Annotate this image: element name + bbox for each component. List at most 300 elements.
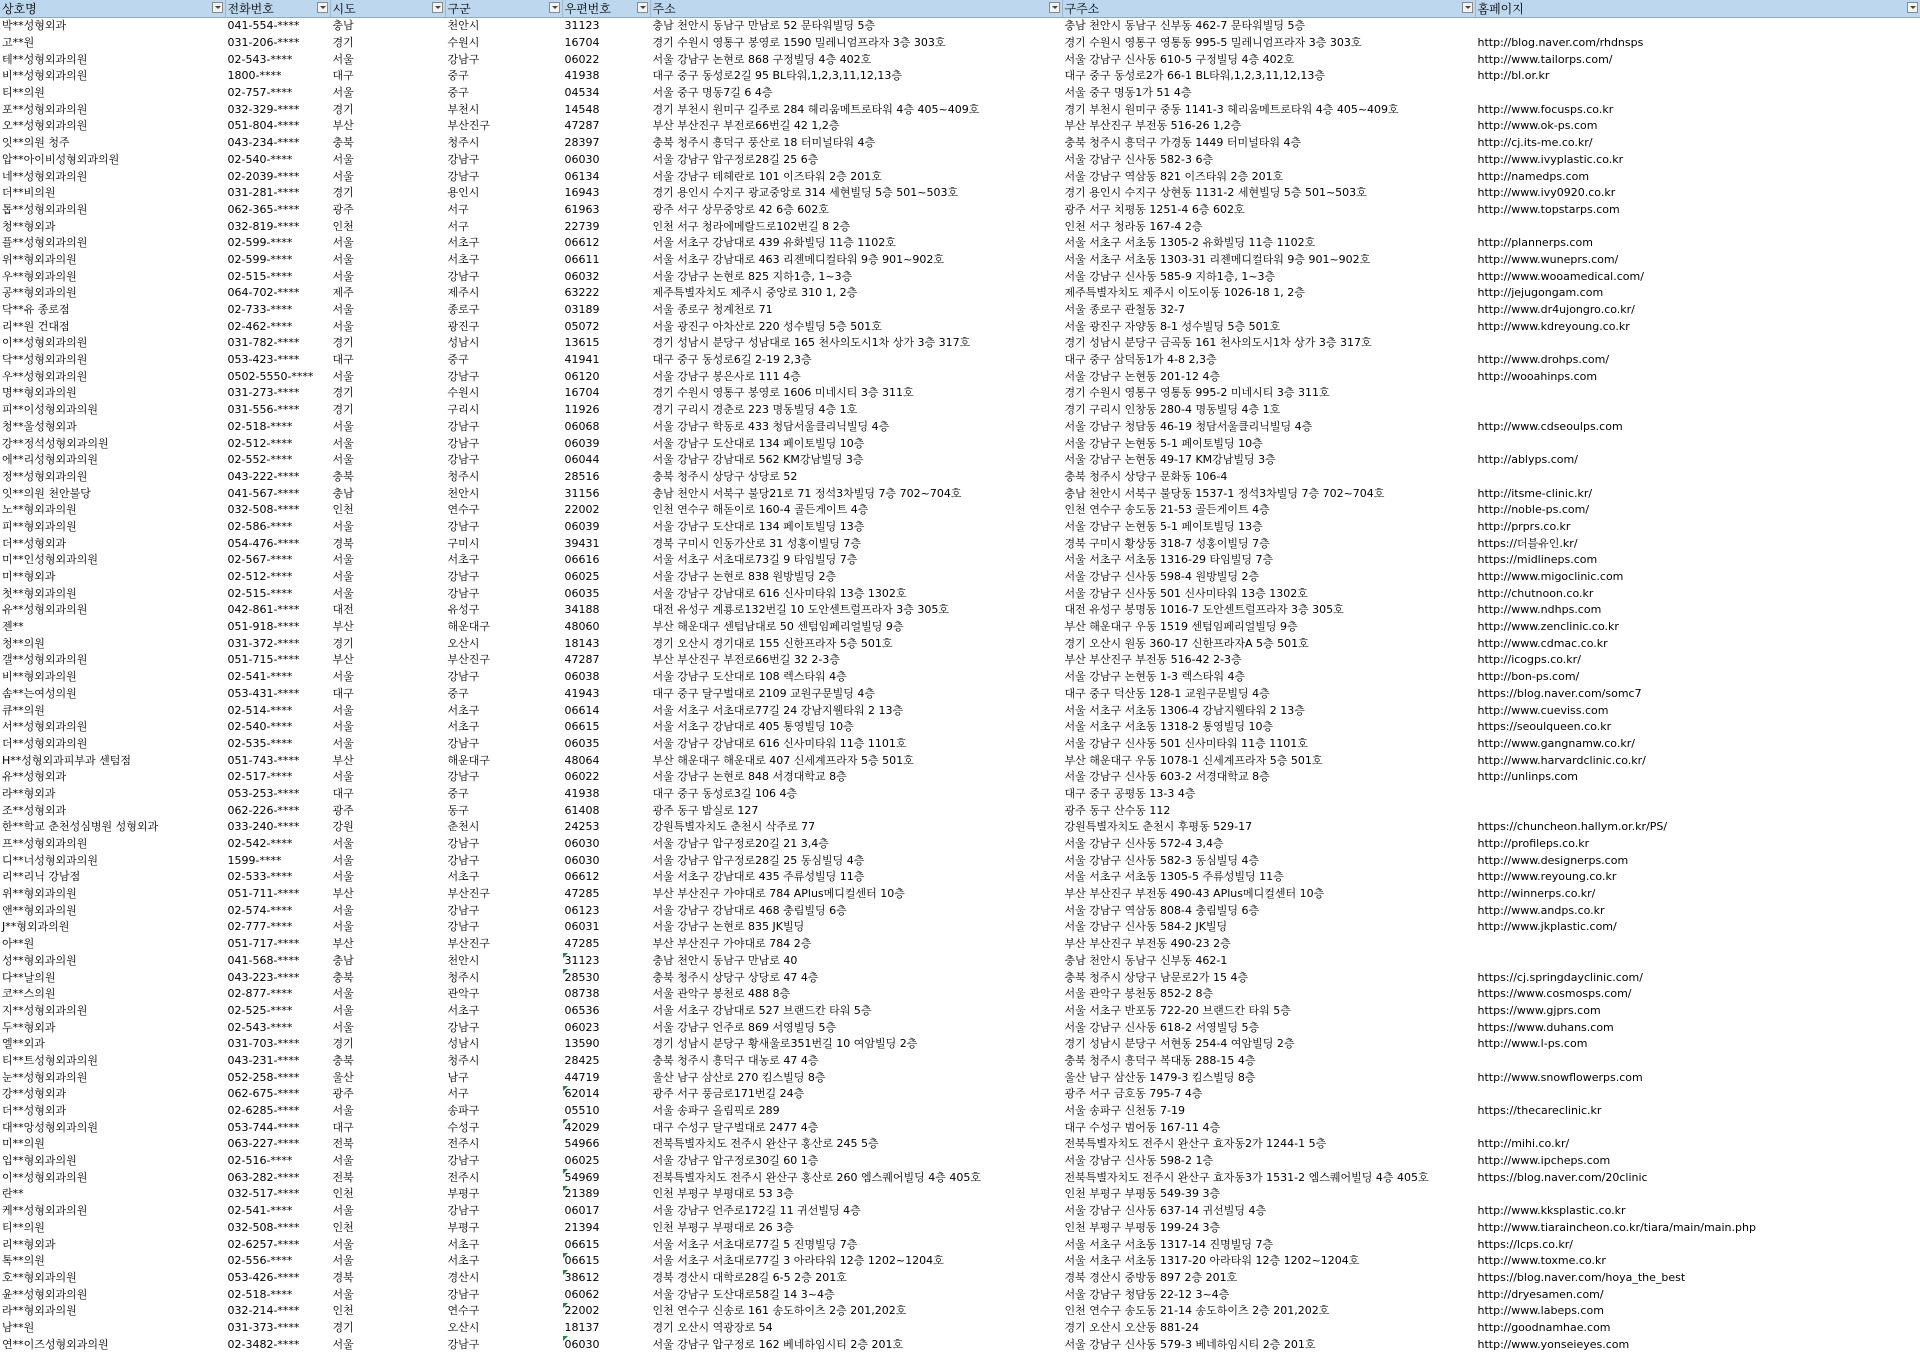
cell-phone[interactable]: 02-540-**** bbox=[227, 720, 293, 734]
cell-sido[interactable]: 광주 bbox=[332, 1087, 354, 1101]
cell-sido[interactable]: 서울 bbox=[332, 1254, 354, 1268]
cell-homepage[interactable] bbox=[1475, 953, 1920, 970]
cell-old-address[interactable]: 인천 부평구 부평동 199-24 3층 bbox=[1064, 1220, 1221, 1234]
filter-dropdown-icon[interactable] bbox=[317, 2, 328, 13]
cell-name[interactable]: 톱**성형외과의원 bbox=[2, 202, 88, 216]
cell-address[interactable]: 강원특별자치도 춘천시 삭주로 77 bbox=[652, 820, 816, 834]
cell-old-address[interactable]: 서울 서초구 서초동 1305-2 유화빌딩 11층 1102호 bbox=[1064, 236, 1316, 250]
cell-name[interactable]: 박**성형외과 bbox=[2, 19, 67, 33]
cell-homepage[interactable]: http://www.gangnamw.co.kr/ bbox=[1477, 736, 1635, 750]
cell-sido[interactable]: 부산 bbox=[332, 887, 354, 901]
cell-address[interactable]: 서울 강남구 도산대로 134 페이토빌딩 13층 bbox=[652, 519, 865, 533]
cell-homepage[interactable]: http://chutnoon.co.kr bbox=[1477, 586, 1594, 600]
cell-phone[interactable]: 053-744-**** bbox=[227, 1120, 300, 1134]
cell-sido[interactable]: 대구 bbox=[332, 786, 354, 800]
cell-old-address[interactable]: 충북 청주시 흥덕구 복대동 288-15 4층 bbox=[1064, 1053, 1256, 1067]
cell-sido[interactable]: 서울 bbox=[332, 903, 354, 917]
cell-sido[interactable]: 서울 bbox=[332, 1204, 354, 1218]
cell-zip[interactable]: 06035 bbox=[564, 736, 600, 750]
cell-sido[interactable]: 충북 bbox=[332, 136, 354, 150]
cell-zip[interactable]: 06044 bbox=[564, 453, 600, 467]
cell-sido[interactable]: 서울 bbox=[332, 319, 354, 333]
cell-address[interactable]: 광주 동구 밤실로 127 bbox=[652, 803, 759, 817]
cell-homepage[interactable]: http://www.topstarps.com bbox=[1477, 202, 1620, 216]
cell-homepage[interactable]: http://jejugongam.com bbox=[1477, 286, 1604, 300]
cell-address[interactable]: 서울 강남구 압구정로20길 21 3,4층 bbox=[652, 837, 829, 851]
cell-phone[interactable]: 041-568-**** bbox=[227, 953, 300, 967]
cell-address[interactable]: 충남 천안시 동남구 만남로 40 bbox=[652, 953, 798, 967]
cell-phone[interactable]: 02-574-**** bbox=[227, 903, 293, 917]
cell-gugun[interactable]: 강남구 bbox=[447, 169, 480, 183]
cell-old-address[interactable]: 충남 천안시 서북구 불당동 1537-1 정석3차빌딩 7층 702~704호 bbox=[1064, 486, 1385, 500]
cell-name[interactable]: 닥**유 종로점 bbox=[2, 303, 70, 317]
cell-homepage[interactable]: http://goodnamhae.com bbox=[1477, 1320, 1611, 1334]
cell-gugun[interactable]: 관악구 bbox=[447, 987, 480, 1001]
cell-old-address[interactable]: 부산 부산진구 부전동 490-23 2층 bbox=[1064, 937, 1231, 951]
cell-name[interactable]: 더**성형외과의원 bbox=[2, 736, 88, 750]
cell-gugun[interactable]: 청주시 bbox=[447, 469, 480, 483]
filter-dropdown-icon[interactable] bbox=[212, 2, 223, 13]
cell-zip[interactable]: 06025 bbox=[564, 570, 600, 584]
cell-address[interactable]: 경기 성남시 분당구 성남대로 165 천사의도시1차 상가 3층 317호 bbox=[652, 336, 971, 350]
cell-old-address[interactable]: 서울 강남구 논현동 5-1 페이토빌딩 13층 bbox=[1064, 519, 1263, 533]
cell-homepage[interactable]: http://noble-ps.com/ bbox=[1477, 503, 1590, 517]
cell-name[interactable]: 더**비의원 bbox=[2, 186, 56, 200]
cell-phone[interactable]: 02-733-**** bbox=[227, 303, 293, 317]
cell-gugun[interactable]: 천안시 bbox=[447, 486, 480, 500]
cell-phone[interactable]: 054-476-**** bbox=[227, 536, 300, 550]
cell-old-address[interactable]: 서울 강남구 신사동 618-2 서영빌딩 5층 bbox=[1064, 1020, 1260, 1034]
cell-zip[interactable]: 18137 bbox=[564, 1320, 600, 1334]
cell-gugun[interactable]: 강남구 bbox=[447, 670, 480, 684]
cell-sido[interactable]: 경기 bbox=[332, 636, 354, 650]
cell-phone[interactable]: 02-542-**** bbox=[227, 837, 293, 851]
cell-phone[interactable]: 051-711-**** bbox=[227, 887, 300, 901]
cell-name[interactable]: 비**성형외과의원 bbox=[2, 69, 88, 83]
cell-sido[interactable]: 서울 bbox=[332, 369, 354, 383]
cell-sido[interactable]: 서울 bbox=[332, 987, 354, 1001]
column-header-zip[interactable] bbox=[562, 0, 650, 18]
cell-address[interactable]: 서울 서초구 강남대로 527 브랜드칸 타워 5층 bbox=[652, 1003, 872, 1017]
cell-gugun[interactable]: 구리시 bbox=[447, 403, 480, 417]
cell-sido[interactable]: 대구 bbox=[332, 1120, 354, 1134]
cell-phone[interactable]: 051-715-**** bbox=[227, 653, 300, 667]
cell-name[interactable]: 이**성형외과의원 bbox=[2, 1170, 88, 1184]
cell-phone[interactable]: 02-599-**** bbox=[227, 236, 293, 250]
cell-gugun[interactable]: 서초구 bbox=[447, 252, 480, 266]
cell-gugun[interactable]: 강남구 bbox=[447, 1204, 480, 1218]
cell-homepage[interactable]: https://cj.springdayclinic.com/ bbox=[1477, 970, 1643, 984]
cell-homepage[interactable]: http://www.ndhps.com bbox=[1477, 603, 1602, 617]
cell-zip[interactable]: 31123 bbox=[562, 953, 650, 970]
cell-zip[interactable]: 48060 bbox=[564, 620, 600, 634]
cell-gugun[interactable]: 강남구 bbox=[447, 436, 480, 450]
cell-gugun[interactable]: 천안시 bbox=[447, 19, 480, 33]
cell-zip[interactable]: 31156 bbox=[564, 486, 600, 500]
cell-phone[interactable]: 02-757-**** bbox=[227, 86, 293, 100]
cell-address[interactable]: 경기 수원시 영통구 봉영로 1606 미네시티 3층 311호 bbox=[652, 386, 914, 400]
cell-homepage[interactable]: http://winnerps.co.kr/ bbox=[1477, 887, 1596, 901]
cell-homepage[interactable] bbox=[1475, 435, 1920, 452]
cell-homepage[interactable] bbox=[1475, 335, 1920, 352]
cell-homepage[interactable]: http://www.yonseieyes.com bbox=[1477, 1337, 1630, 1351]
cell-zip[interactable]: 05072 bbox=[564, 319, 600, 333]
cell-old-address[interactable]: 서울 강남구 신사동 610-5 구정빌딩 4층 402호 bbox=[1064, 52, 1295, 66]
cell-old-address[interactable]: 서울 중구 명동1가 51 4층 bbox=[1064, 86, 1192, 100]
cell-homepage[interactable]: https://chuncheon.hallym.or.kr/PS/ bbox=[1477, 820, 1668, 834]
cell-address[interactable]: 서울 서초구 강남대로 405 통영빌딩 10층 bbox=[652, 720, 854, 734]
cell-gugun[interactable]: 청주시 bbox=[447, 1053, 480, 1067]
cell-name[interactable]: 미**형외과 bbox=[2, 570, 56, 584]
cell-address[interactable]: 서울 강남구 논현로 848 서경대학교 8층 bbox=[652, 770, 847, 784]
cell-zip[interactable]: 54966 bbox=[564, 1137, 600, 1151]
cell-address[interactable]: 부산 해운대구 센텀남대로 50 센텀임페리얼빌딩 9층 bbox=[652, 620, 904, 634]
cell-gugun[interactable]: 중구 bbox=[447, 69, 469, 83]
cell-homepage[interactable]: http://www.cdmac.co.kr bbox=[1477, 636, 1608, 650]
cell-name[interactable]: 에**리성형외과의원 bbox=[2, 453, 99, 467]
cell-zip[interactable]: 13615 bbox=[564, 336, 600, 350]
cell-zip[interactable]: 06615 bbox=[564, 720, 600, 734]
cell-address[interactable]: 광주 서구 풍금로171번길 24층 bbox=[652, 1087, 805, 1101]
cell-old-address[interactable]: 서울 강남구 청담동 46-19 청담서울클리닉빌딩 4층 bbox=[1064, 419, 1313, 433]
cell-homepage[interactable]: http://plannerps.com bbox=[1477, 236, 1593, 250]
cell-phone[interactable]: 02-2039-**** bbox=[227, 169, 300, 183]
cell-address[interactable]: 충남 천안시 서북구 불당21로 71 정석3차빌딩 7층 702~704호 bbox=[652, 486, 962, 500]
cell-homepage[interactable]: https://blog.naver.com/20clinic bbox=[1477, 1170, 1648, 1184]
cell-gugun[interactable]: 강남구 bbox=[447, 419, 480, 433]
cell-gugun[interactable]: 서초구 bbox=[447, 720, 480, 734]
cell-sido[interactable]: 경기 bbox=[332, 403, 354, 417]
cell-old-address[interactable]: 경기 성남시 분당구 금곡동 161 천사의도시1차 상가 3층 317호 bbox=[1064, 336, 1372, 350]
column-header-homepage[interactable] bbox=[1475, 0, 1920, 18]
cell-name[interactable]: 리**원 건대점 bbox=[2, 319, 70, 333]
cell-zip[interactable]: 06120 bbox=[564, 369, 600, 383]
cell-zip[interactable]: 62014 bbox=[562, 1086, 650, 1103]
cell-homepage[interactable]: http://www.wooamedical.com/ bbox=[1477, 269, 1644, 283]
cell-zip[interactable]: 48064 bbox=[564, 753, 600, 767]
cell-phone[interactable]: 031-373-**** bbox=[227, 1320, 300, 1334]
cell-gugun[interactable]: 수원시 bbox=[447, 386, 480, 400]
cell-address[interactable]: 대구 중구 동성로3길 106 4층 bbox=[652, 786, 798, 800]
cell-sido[interactable]: 서울 bbox=[332, 86, 354, 100]
cell-phone[interactable]: 02-517-**** bbox=[227, 770, 293, 784]
cell-name[interactable]: 아**원 bbox=[2, 937, 35, 951]
cell-phone[interactable]: 02-512-**** bbox=[227, 570, 293, 584]
cell-old-address[interactable]: 부산 부산진구 부전동 490-43 APlus메디컬센터 10층 bbox=[1064, 887, 1325, 901]
cell-name[interactable]: 명**형외과의원 bbox=[2, 386, 77, 400]
cell-phone[interactable]: 053-423-**** bbox=[227, 353, 300, 367]
cell-homepage[interactable]: http://dryesamen.com/ bbox=[1477, 1287, 1604, 1301]
cell-homepage[interactable]: http://www.reyoung.co.kr bbox=[1477, 870, 1617, 884]
cell-old-address[interactable]: 경북 구미시 황상동 318-7 성홍이빌딩 7층 bbox=[1064, 536, 1270, 550]
cell-homepage[interactable]: http://www.ok-ps.com bbox=[1477, 119, 1598, 133]
cell-address[interactable]: 대구 중구 동성로2길 95 BL타워,1,2,3,11,12,13층 bbox=[652, 69, 903, 83]
cell-sido[interactable]: 인천 bbox=[332, 219, 354, 233]
cell-name[interactable]: 윤**성형외과의원 bbox=[2, 1287, 88, 1301]
cell-phone[interactable]: 02-514-**** bbox=[227, 703, 293, 717]
cell-zip[interactable]: 06022 bbox=[564, 52, 600, 66]
cell-gugun[interactable]: 강남구 bbox=[447, 1337, 480, 1351]
cell-phone[interactable]: 032-508-**** bbox=[227, 1220, 300, 1234]
cell-sido[interactable]: 경북 bbox=[332, 1270, 354, 1284]
cell-old-address[interactable]: 인천 연수구 송도동 21-53 골든게이트 4층 bbox=[1064, 503, 1270, 517]
cell-sido[interactable]: 충북 bbox=[332, 1053, 354, 1067]
cell-phone[interactable]: 02-518-**** bbox=[227, 1287, 293, 1301]
cell-sido[interactable]: 인천 bbox=[332, 1187, 354, 1201]
cell-zip[interactable]: 34188 bbox=[564, 603, 600, 617]
cell-old-address[interactable]: 서울 강남구 역삼동 808-4 충림빌딩 6층 bbox=[1064, 903, 1260, 917]
cell-address[interactable]: 서울 광진구 아차산로 220 성수빌딩 5층 501호 bbox=[652, 319, 882, 333]
cell-sido[interactable]: 서울 bbox=[332, 269, 354, 283]
cell-address[interactable]: 서울 강남구 테헤란로 101 이즈타워 2층 201호 bbox=[652, 169, 882, 183]
cell-old-address[interactable]: 전북특별자치도 전주시 완산구 효자동3가 1531-2 엠스퀘어빌딩 4층 405호 bbox=[1064, 1170, 1429, 1184]
cell-old-address[interactable]: 서울 강남구 신사동 598-4 원방빌딩 2층 bbox=[1064, 570, 1260, 584]
cell-sido[interactable]: 대구 bbox=[332, 686, 354, 700]
cell-gugun[interactable]: 강남구 bbox=[447, 1020, 480, 1034]
cell-address[interactable]: 전북특별자치도 전주시 완산구 홍산로 260 엠스퀘어빌딩 4층 405호 bbox=[652, 1170, 981, 1184]
cell-phone[interactable]: 031-206-**** bbox=[227, 36, 300, 50]
cell-sido[interactable]: 서울 bbox=[332, 236, 354, 250]
cell-name[interactable]: 조**성형외과 bbox=[2, 803, 67, 817]
cell-address[interactable]: 대구 수성구 달구벌대로 2477 4층 bbox=[652, 1120, 819, 1134]
cell-address[interactable]: 서울 강남구 논현로 835 JK빌딩 bbox=[652, 920, 805, 934]
cell-homepage[interactable] bbox=[1475, 1086, 1920, 1103]
cell-old-address[interactable]: 서울 강남구 신사동 603-2 서경대학교 8층 bbox=[1064, 770, 1270, 784]
cell-name[interactable]: 성**형외과의원 bbox=[2, 953, 77, 967]
cell-sido[interactable]: 대구 bbox=[332, 353, 354, 367]
cell-address[interactable]: 서울 강남구 강남대로 468 충림빌딩 6층 bbox=[652, 903, 847, 917]
cell-homepage[interactable]: http://icogps.co.kr/ bbox=[1477, 653, 1581, 667]
cell-gugun[interactable]: 부산진구 bbox=[447, 937, 491, 951]
cell-homepage[interactable] bbox=[1475, 18, 1920, 35]
cell-address[interactable]: 서울 강남구 언주로172길 11 귀선빌딩 4층 bbox=[652, 1204, 861, 1218]
cell-homepage[interactable]: http://unlinps.com bbox=[1477, 770, 1578, 784]
cell-phone[interactable]: 1599-**** bbox=[227, 853, 282, 867]
cell-homepage[interactable]: http://www.tailorps.com/ bbox=[1477, 52, 1613, 66]
cell-gugun[interactable]: 부천시 bbox=[447, 102, 480, 116]
cell-address[interactable]: 경기 오산시 역광장로 54 bbox=[652, 1320, 773, 1334]
cell-name[interactable]: 공**형외과의원 bbox=[2, 286, 77, 300]
cell-homepage[interactable]: http://www.labeps.com bbox=[1477, 1304, 1604, 1318]
cell-homepage[interactable]: https://blog.naver.com/somc7 bbox=[1477, 686, 1642, 700]
cell-old-address[interactable]: 울산 남구 삼산동 1479-3 킴스빌딩 8층 bbox=[1064, 1070, 1256, 1084]
cell-zip[interactable]: 06030 bbox=[564, 837, 600, 851]
cell-name[interactable]: 닥**성형외과의원 bbox=[2, 353, 88, 367]
cell-name[interactable]: 젠** bbox=[2, 620, 24, 634]
cell-phone[interactable]: 041-567-**** bbox=[227, 486, 300, 500]
cell-homepage[interactable]: http://prprs.co.kr bbox=[1477, 519, 1571, 533]
cell-address[interactable]: 서울 서초구 서초대로77길 3 아라타워 12층 1202~1204호 bbox=[652, 1254, 944, 1268]
cell-gugun[interactable]: 강남구 bbox=[447, 1287, 480, 1301]
cell-address[interactable]: 대구 중구 동성로6길 2-19 2,3층 bbox=[652, 353, 812, 367]
cell-sido[interactable]: 서울 bbox=[332, 853, 354, 867]
cell-address[interactable]: 서울 강남구 논현로 825 지하1층, 1~3층 bbox=[652, 269, 853, 283]
cell-phone[interactable]: 02-6257-**** bbox=[227, 1237, 300, 1251]
cell-old-address[interactable]: 충남 천안시 동남구 신부동 462-1 bbox=[1064, 953, 1228, 967]
cell-phone[interactable]: 02-556-**** bbox=[227, 1254, 293, 1268]
cell-sido[interactable]: 부산 bbox=[332, 620, 354, 634]
cell-address[interactable]: 인천 연수구 해돋이로 160-4 골든게이트 4층 bbox=[652, 503, 869, 517]
cell-zip[interactable]: 47285 bbox=[564, 937, 600, 951]
cell-gugun[interactable]: 강남구 bbox=[447, 586, 480, 600]
cell-phone[interactable]: 051-743-**** bbox=[227, 753, 300, 767]
cell-old-address[interactable]: 대구 중구 동성로2가 66-1 BL타워,1,2,3,11,12,13층 bbox=[1064, 69, 1325, 83]
cell-phone[interactable]: 051-804-**** bbox=[227, 119, 300, 133]
cell-sido[interactable]: 서울 bbox=[332, 1287, 354, 1301]
cell-phone[interactable]: 063-282-**** bbox=[227, 1170, 300, 1184]
cell-old-address[interactable]: 서울 강남구 청담동 22-12 3~4층 bbox=[1064, 1287, 1230, 1301]
cell-gugun[interactable]: 중구 bbox=[447, 786, 469, 800]
cell-phone[interactable]: 043-234-**** bbox=[227, 136, 300, 150]
cell-sido[interactable]: 서울 bbox=[332, 419, 354, 433]
cell-name[interactable]: 남**원 bbox=[2, 1320, 35, 1334]
cell-old-address[interactable]: 광주 서구 금호동 795-7 4층 bbox=[1064, 1087, 1203, 1101]
cell-phone[interactable]: 0502-5550-**** bbox=[227, 369, 314, 383]
cell-phone[interactable]: 032-329-**** bbox=[227, 102, 300, 116]
cell-sido[interactable]: 서울 bbox=[332, 920, 354, 934]
cell-phone[interactable]: 053-431-**** bbox=[227, 686, 300, 700]
cell-zip[interactable]: 08738 bbox=[564, 987, 600, 1001]
cell-name[interactable]: 리**형외과 bbox=[2, 1237, 56, 1251]
cell-name[interactable]: 더**성형외과 bbox=[2, 536, 67, 550]
cell-homepage[interactable]: http://www.cueviss.com bbox=[1477, 703, 1609, 717]
cell-zip[interactable]: 47287 bbox=[564, 119, 600, 133]
cell-old-address[interactable]: 인천 연수구 송도동 21-14 송도하이츠 2층 201,202호 bbox=[1064, 1304, 1330, 1318]
cell-homepage[interactable] bbox=[1475, 802, 1920, 819]
cell-phone[interactable]: 064-702-**** bbox=[227, 286, 300, 300]
cell-sido[interactable]: 충남 bbox=[332, 486, 354, 500]
cell-address[interactable]: 서울 송파구 올림픽로 289 bbox=[652, 1104, 780, 1118]
cell-old-address[interactable]: 광주 동구 산수동 112 bbox=[1064, 803, 1171, 817]
cell-old-address[interactable]: 서울 서초구 서초동 1318-2 통영빌딩 10층 bbox=[1064, 720, 1274, 734]
cell-address[interactable]: 서울 서초구 강남대로 463 리젠메디컬타워 9층 901~902호 bbox=[652, 252, 944, 266]
cell-zip[interactable]: 05510 bbox=[564, 1104, 600, 1118]
cell-gugun[interactable]: 연수구 bbox=[447, 1304, 480, 1318]
cell-phone[interactable]: 033-240-**** bbox=[227, 820, 300, 834]
cell-gugun[interactable]: 남구 bbox=[447, 1070, 469, 1084]
cell-phone[interactable]: 052-258-**** bbox=[227, 1070, 300, 1084]
cell-zip[interactable]: 39431 bbox=[564, 536, 600, 550]
cell-address[interactable]: 서울 강남구 압구정로30길 60 1층 bbox=[652, 1154, 819, 1168]
cell-zip[interactable]: 41938 bbox=[564, 69, 600, 83]
cell-name[interactable]: 티**의원 bbox=[2, 1220, 45, 1234]
cell-name[interactable]: 서**성형외과의원 bbox=[2, 720, 88, 734]
cell-name[interactable]: 고**원 bbox=[2, 36, 35, 50]
cell-homepage[interactable] bbox=[1475, 1119, 1920, 1136]
cell-name[interactable]: 청**형외과 bbox=[2, 219, 56, 233]
cell-phone[interactable]: 063-227-**** bbox=[227, 1137, 300, 1151]
cell-name[interactable]: 리**리닉 강남점 bbox=[2, 870, 81, 884]
cell-zip[interactable]: 24253 bbox=[564, 820, 600, 834]
cell-gugun[interactable]: 수성구 bbox=[447, 1120, 480, 1134]
cell-zip[interactable]: 16943 bbox=[564, 186, 600, 200]
cell-phone[interactable]: 02-552-**** bbox=[227, 453, 293, 467]
cell-sido[interactable]: 서울 bbox=[332, 519, 354, 533]
cell-old-address[interactable]: 부산 해운대구 우동 1078-1 신세계프라자 5층 501호 bbox=[1064, 753, 1323, 767]
cell-homepage[interactable] bbox=[1475, 85, 1920, 102]
cell-zip[interactable]: 06030 bbox=[562, 1336, 650, 1353]
cell-homepage[interactable]: http://www.designerps.com bbox=[1477, 853, 1629, 867]
cell-homepage[interactable]: https://lcps.co.kr/ bbox=[1477, 1237, 1573, 1251]
cell-gugun[interactable]: 서구 bbox=[447, 202, 469, 216]
cell-sido[interactable]: 광주 bbox=[332, 202, 354, 216]
cell-old-address[interactable]: 서울 강남구 논현동 1-3 렉스타워 4층 bbox=[1064, 670, 1246, 684]
cell-address[interactable]: 서울 강남구 도산대로 108 렉스타워 4층 bbox=[652, 670, 847, 684]
cell-gugun[interactable]: 서구 bbox=[447, 1087, 469, 1101]
cell-old-address[interactable]: 서울 서초구 서초동 1317-14 진명빌딩 7층 bbox=[1064, 1237, 1274, 1251]
cell-old-address[interactable]: 충북 청주시 상당구 남문로2가 15 4층 bbox=[1064, 970, 1249, 984]
cell-phone[interactable]: 031-703-**** bbox=[227, 1037, 300, 1051]
cell-phone[interactable]: 032-517-**** bbox=[227, 1187, 300, 1201]
cell-old-address[interactable]: 대구 중구 공평동 13-3 4층 bbox=[1064, 786, 1196, 800]
cell-old-address[interactable]: 광주 서구 치평동 1251-4 6층 602호 bbox=[1064, 202, 1245, 216]
cell-address[interactable]: 부산 부산진구 부전로66번길 32 2-3층 bbox=[652, 653, 840, 667]
cell-gugun[interactable]: 강남구 bbox=[447, 853, 480, 867]
cell-old-address[interactable]: 부산 부산진구 부전동 516-42 2-3층 bbox=[1064, 653, 1242, 667]
cell-old-address[interactable]: 충북 청주시 흥덕구 가경동 1449 터미널타워 4층 bbox=[1064, 136, 1302, 150]
filter-dropdown-icon[interactable] bbox=[637, 2, 648, 13]
cell-phone[interactable]: 032-508-**** bbox=[227, 503, 300, 517]
cell-gugun[interactable]: 부평구 bbox=[447, 1220, 480, 1234]
cell-name[interactable]: 이**성형외과의원 bbox=[2, 336, 88, 350]
cell-address[interactable]: 충북 청주시 흥덕구 풍산로 18 터미널타워 4층 bbox=[652, 136, 876, 150]
cell-name[interactable]: 프**성형외과의원 bbox=[2, 837, 88, 851]
cell-sido[interactable]: 서울 bbox=[332, 152, 354, 166]
cell-sido[interactable]: 서울 bbox=[332, 252, 354, 266]
cell-old-address[interactable]: 경기 오산시 오산동 881-24 bbox=[1064, 1320, 1199, 1334]
cell-sido[interactable]: 충남 bbox=[332, 953, 354, 967]
cell-name[interactable]: 노**형외과의원 bbox=[2, 503, 77, 517]
cell-address[interactable]: 제주특별자치도 제주시 중앙로 310 1, 2층 bbox=[652, 286, 858, 300]
cell-zip[interactable]: 06616 bbox=[564, 553, 600, 567]
column-header-phone[interactable] bbox=[225, 0, 330, 18]
cell-zip[interactable]: 31123 bbox=[564, 19, 600, 33]
cell-gugun[interactable]: 강남구 bbox=[447, 453, 480, 467]
cell-address[interactable]: 경북 경산시 대학로28길 6-5 2층 201호 bbox=[652, 1270, 847, 1284]
cell-homepage[interactable]: http://bon-ps.com/ bbox=[1477, 670, 1580, 684]
cell-old-address[interactable]: 서울 강남구 신사동 585-9 지하1층, 1~3층 bbox=[1064, 269, 1276, 283]
cell-name[interactable]: 갤**성형외과의원 bbox=[2, 653, 88, 667]
cell-name[interactable]: 케**성형외과의원 bbox=[2, 1204, 88, 1218]
cell-old-address[interactable]: 서울 강남구 역삼동 821 이즈타워 2층 201호 bbox=[1064, 169, 1284, 183]
cell-sido[interactable]: 서울 bbox=[332, 1003, 354, 1017]
cell-old-address[interactable]: 서울 강남구 신사동 579-3 베네하임시티 2층 201호 bbox=[1064, 1337, 1316, 1351]
cell-gugun[interactable]: 동구 bbox=[447, 803, 469, 817]
cell-name[interactable]: 앤**형외과의원 bbox=[2, 903, 77, 917]
cell-old-address[interactable]: 전북특별자치도 전주시 완산구 효자동2가 1244-1 5층 bbox=[1064, 1137, 1327, 1151]
cell-zip[interactable]: 06134 bbox=[564, 169, 600, 183]
cell-address[interactable]: 경기 성남시 분당구 황새울로351번길 10 여암빌딩 2층 bbox=[652, 1037, 918, 1051]
cell-name[interactable]: 두**형외과 bbox=[2, 1020, 56, 1034]
cell-homepage[interactable]: http://www.jkplastic.com/ bbox=[1477, 920, 1617, 934]
cell-homepage[interactable]: http://itsme-clinic.kr/ bbox=[1477, 486, 1593, 500]
cell-zip[interactable]: 06032 bbox=[564, 269, 600, 283]
cell-gugun[interactable]: 연수구 bbox=[447, 503, 480, 517]
cell-gugun[interactable]: 부산진구 bbox=[447, 653, 491, 667]
cell-phone[interactable]: 02-518-**** bbox=[227, 419, 293, 433]
cell-address[interactable]: 광주 서구 상무중앙로 42 6층 602호 bbox=[652, 202, 829, 216]
cell-gugun[interactable]: 강남구 bbox=[447, 519, 480, 533]
cell-homepage[interactable]: http://mihi.co.kr/ bbox=[1477, 1137, 1570, 1151]
cell-zip[interactable]: 16704 bbox=[564, 36, 600, 50]
cell-homepage[interactable]: https://www.duhans.com bbox=[1477, 1020, 1614, 1034]
cell-sido[interactable]: 제주 bbox=[332, 286, 354, 300]
cell-address[interactable]: 부산 부산진구 가야대로 784 APlus메디컬센터 10층 bbox=[652, 887, 905, 901]
cell-homepage[interactable]: http://bl.or.kr bbox=[1477, 69, 1550, 83]
cell-address[interactable]: 경북 구미시 인동가산로 31 성홍이빌딩 7층 bbox=[652, 536, 861, 550]
cell-zip[interactable]: 41941 bbox=[564, 353, 600, 367]
cell-old-address[interactable]: 서울 서초구 서초동 1316-29 타임빌딩 7층 bbox=[1064, 553, 1274, 567]
